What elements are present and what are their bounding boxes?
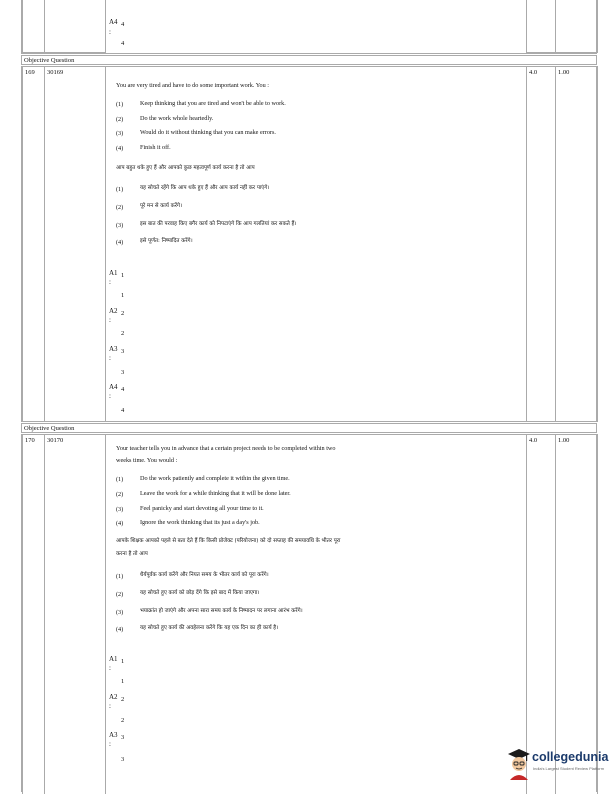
answer-value: 4 — [121, 40, 125, 47]
prev-negative-cell — [555, 0, 598, 53]
answer-label: A2 — [109, 693, 118, 701]
answer-inline-value: 2 — [121, 310, 125, 317]
question-row-170 — [21, 434, 597, 792]
question-row-169 — [21, 66, 597, 422]
negative-marks-value: 1.00 — [558, 437, 570, 444]
negative-marks-value: 1.00 — [558, 69, 570, 76]
answer-inline-value: 2 — [121, 696, 125, 703]
option-text-hindi[interactable]: धैर्यपूर्वक कार्य करेंगे और नियत समय के भीतर कार्य को पूरा करेंगे। — [140, 572, 269, 578]
answer-label: A2 — [109, 307, 118, 315]
option-text-hindi[interactable]: इस बात की परवाह किए बगैर कार्य को निपटाएंगे कि आप गलतियां कर सकते हैं। — [140, 221, 297, 227]
question-number-cell — [22, 66, 45, 422]
answer-colon: : — [109, 28, 111, 36]
option-number: (2) — [116, 204, 124, 211]
option-text-hindi[interactable]: इसे पूर्णत: निष्पादित करेंगे। — [140, 238, 193, 244]
answer-label: A4 — [109, 383, 118, 391]
question-id: 30170 — [47, 437, 64, 444]
answer-label: A4 — [109, 18, 118, 26]
brand-tagline: India's Largest Student Review Platform — [533, 766, 605, 771]
answer-value[interactable]: 3 — [121, 756, 125, 763]
question-number: 170 — [25, 437, 35, 444]
option-text-english[interactable]: Would do it without thinking that you can make errors. — [140, 129, 276, 136]
answer-label: A3 — [109, 345, 118, 353]
option-number: (4) — [116, 239, 124, 246]
option-text-english[interactable]: Do the work whole heartedly. — [140, 115, 214, 122]
answer-inline-value: 3 — [121, 348, 125, 355]
question-type-label: Objective Question — [24, 57, 75, 64]
marks-value: 4.0 — [529, 69, 538, 76]
answer-label: A1 — [109, 269, 118, 277]
marks-value: 4.0 — [529, 437, 538, 444]
option-text-english[interactable]: Do the work patiently and complete it within the given time. — [140, 475, 290, 482]
option-text-english[interactable]: Keep thinking that you are tired and won't be able to work. — [140, 100, 286, 107]
answer-colon: : — [109, 740, 111, 748]
answer-value[interactable]: 2 — [121, 330, 125, 337]
answer-inline-value: 1 — [121, 272, 125, 279]
question-paper-page — [21, 0, 597, 792]
question-type-header — [21, 55, 597, 65]
question-text-english: You are very tired and have to do some important work. You : — [116, 82, 270, 89]
collegedunia-watermark — [506, 744, 610, 784]
option-number: (4) — [116, 626, 124, 633]
option-text-hindi[interactable]: भयाक्रांत हो जाएंगे और अपना सारा समय कार्य के निष्पादन पर लगाना आरंभ करेंगे। — [140, 608, 303, 614]
answer-colon: : — [109, 392, 111, 400]
marks-cell — [526, 66, 556, 422]
answer-inline-value: 4 — [121, 386, 125, 393]
option-number: (2) — [116, 116, 124, 123]
option-text-hindi[interactable]: पूरे मन से कार्य करेंगे। — [140, 203, 183, 209]
answer-colon: : — [109, 316, 111, 324]
answer-label: A3 — [109, 731, 118, 739]
answer-value[interactable]: 1 — [121, 292, 125, 299]
marks-cell — [526, 434, 556, 794]
option-number: (3) — [116, 506, 124, 513]
question-text-hindi: करना है तो आप — [116, 551, 148, 557]
answer-inline-value: 4 — [121, 21, 125, 28]
answer-value[interactable]: 1 — [121, 678, 125, 685]
answer-inline-value: 1 — [121, 658, 125, 665]
prev-id-cell — [44, 0, 106, 53]
option-number: (4) — [116, 145, 124, 152]
question-text-hindi: आप बहुत थके हुए हैं और आपको कुछ महत्वपूर्ण कार्य करना है तो आप — [116, 165, 255, 171]
question-text-english: Your teacher tells you in advance that a certain project needs to be completed within two — [116, 445, 336, 452]
answer-colon: : — [109, 354, 111, 362]
question-text-english: weeks time. You would : — [116, 457, 178, 464]
option-number: (1) — [116, 186, 124, 193]
prev-marks-cell — [526, 0, 556, 53]
option-text-hindi[interactable]: यह सोचते हुए कार्य को छोड़ देंगे कि इसे बाद में किया जाएगा। — [140, 590, 260, 596]
answer-colon: : — [109, 664, 111, 672]
answer-colon: : — [109, 702, 111, 710]
option-text-english[interactable]: Finish it off. — [140, 144, 171, 151]
answer-value[interactable]: 2 — [121, 717, 125, 724]
option-text-english[interactable]: Ignore the work thinking that its just a day's job. — [140, 519, 260, 526]
negative-marks-cell — [555, 434, 598, 794]
answer-value[interactable]: 3 — [121, 369, 125, 376]
option-number: (2) — [116, 591, 124, 598]
negative-marks-cell — [555, 66, 598, 422]
question-type-header — [21, 423, 597, 433]
option-number: (4) — [116, 520, 124, 527]
option-number: (1) — [116, 476, 124, 483]
option-text-hindi[interactable]: यह सोचते रहेंगे कि आप थके हुए हैं और आप कार्य नहीं कर पाएंगे। — [140, 185, 270, 191]
option-text-hindi[interactable]: यह सोचते हुए कार्य की अवहेलना करेंगे कि यह एक दिन का ही कार्य है। — [140, 625, 279, 631]
option-number: (3) — [116, 222, 124, 229]
answer-value[interactable]: 4 — [121, 407, 125, 414]
question-type-label: Objective Question — [24, 425, 75, 432]
option-number: (1) — [116, 573, 124, 580]
previous-question-tail — [21, 0, 597, 54]
option-number: (3) — [116, 609, 124, 616]
question-number-cell — [22, 434, 45, 794]
option-text-english[interactable]: Leave the work for a while thinking that it will be done later. — [140, 490, 291, 497]
option-number: (2) — [116, 491, 124, 498]
graduate-mascot-icon — [506, 746, 532, 782]
answer-colon: : — [109, 278, 111, 286]
question-number: 169 — [25, 69, 35, 76]
answer-inline-value: 3 — [121, 734, 125, 741]
question-id: 30169 — [47, 69, 64, 76]
question-text-hindi: आपके शिक्षक आपको पहले से बता देते हैं कि किसी प्रोजेक्ट (परियोजना) को दो सप्ताह की समयावधि के भीतर पूरा — [116, 538, 341, 544]
option-number: (3) — [116, 130, 124, 137]
question-id-cell — [44, 434, 106, 794]
answer-label: A1 — [109, 655, 118, 663]
option-text-english[interactable]: Feel panicky and start devoting all your time to it. — [140, 505, 264, 512]
option-number: (1) — [116, 101, 124, 108]
question-id-cell — [44, 66, 106, 422]
brand-name: collegedunia — [532, 750, 609, 764]
prev-number-cell — [22, 0, 45, 53]
